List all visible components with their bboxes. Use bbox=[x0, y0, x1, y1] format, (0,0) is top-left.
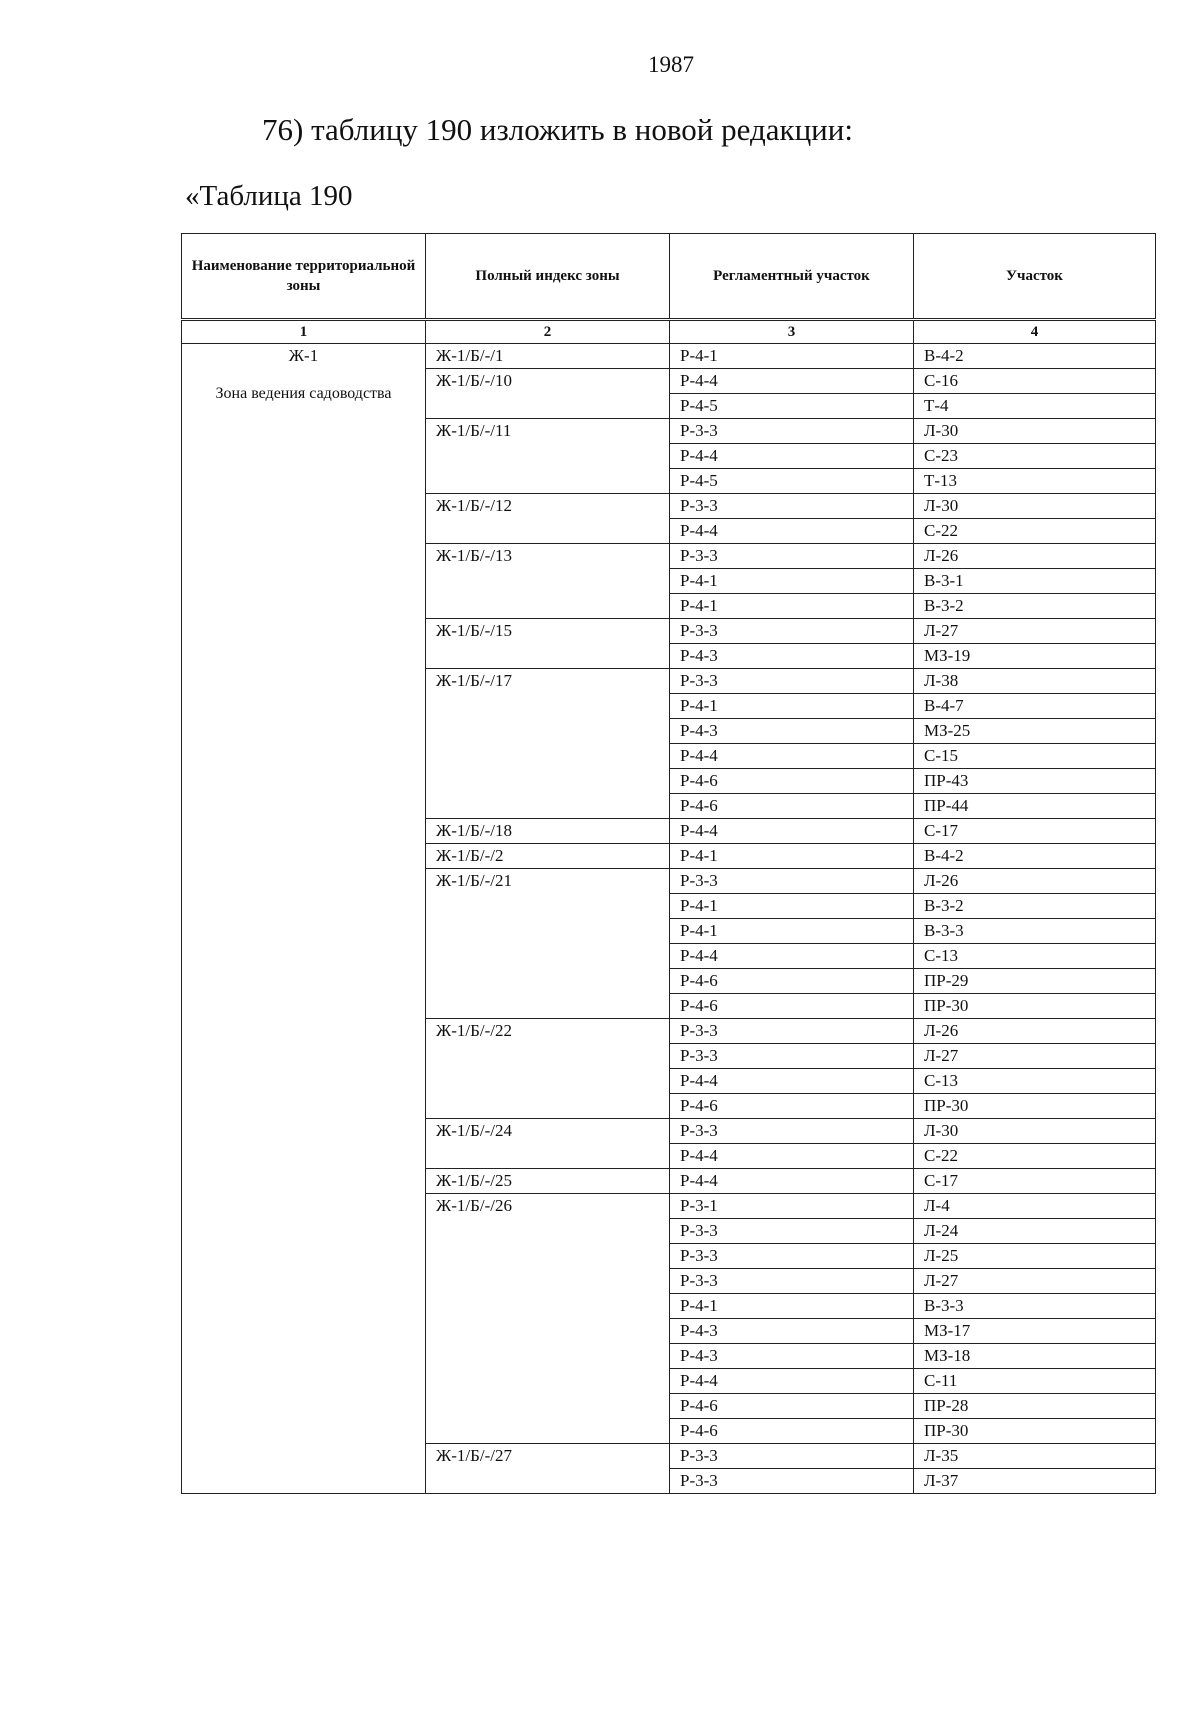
table-header bbox=[182, 234, 1156, 344]
plot-cell: ПР-30 bbox=[914, 1094, 1156, 1119]
regulation-plot-cell: Р-3-3 bbox=[670, 1219, 914, 1244]
regulation-plot-cell: Р-4-6 bbox=[670, 1394, 914, 1419]
plot-cell: Л-27 bbox=[914, 1044, 1156, 1069]
plot-cell: Л-38 bbox=[914, 669, 1156, 694]
regulation-plot-cell: Р-4-1 bbox=[670, 844, 914, 869]
regulation-plot-cell: Р-4-3 bbox=[670, 1344, 914, 1369]
regulation-plot-cell: Р-3-3 bbox=[670, 619, 914, 644]
regulation-plot-cell: Р-4-3 bbox=[670, 1319, 914, 1344]
zone-code: Ж-1 bbox=[288, 346, 319, 365]
header-zone-name: Наименование территориальной зоны bbox=[182, 234, 426, 320]
regulation-plot-cell: Р-4-6 bbox=[670, 1419, 914, 1444]
full-index-cell: Ж-1/Б/-/27 bbox=[426, 1444, 670, 1494]
plot-cell: В-3-3 bbox=[914, 919, 1156, 944]
page-number: 1987 bbox=[648, 52, 694, 77]
regulation-plot-cell: Р-4-1 bbox=[670, 594, 914, 619]
full-index-cell: Ж-1/Б/-/18 bbox=[426, 819, 670, 844]
plot-cell: С-22 bbox=[914, 1144, 1156, 1169]
header-plot: Участок bbox=[914, 234, 1156, 320]
plot-cell: В-4-2 bbox=[914, 844, 1156, 869]
table-row bbox=[182, 344, 1156, 369]
plot-cell: ПР-29 bbox=[914, 969, 1156, 994]
regulation-plot-cell: Р-4-4 bbox=[670, 1369, 914, 1394]
header-regulation-plot: Регламентный участок bbox=[670, 234, 914, 320]
plot-cell: Л-30 bbox=[914, 1119, 1156, 1144]
regulation-plot-cell: Р-3-3 bbox=[670, 1469, 914, 1494]
table-title: «Таблица 190 bbox=[185, 180, 353, 212]
plot-cell: С-13 bbox=[914, 944, 1156, 969]
plot-cell: Л-24 bbox=[914, 1219, 1156, 1244]
plot-cell: С-15 bbox=[914, 744, 1156, 769]
regulation-plot-cell: Р-4-6 bbox=[670, 969, 914, 994]
regulation-plot-cell: Р-3-3 bbox=[670, 1119, 914, 1144]
full-index-cell: Ж-1/Б/-/2 bbox=[426, 844, 670, 869]
plot-cell: С-17 bbox=[914, 1169, 1156, 1194]
plot-cell: Л-26 bbox=[914, 544, 1156, 569]
column-number: 3 bbox=[670, 320, 914, 344]
full-index-cell: Ж-1/Б/-/26 bbox=[426, 1194, 670, 1444]
full-index-cell: Ж-1/Б/-/24 bbox=[426, 1119, 670, 1169]
plot-cell: ПР-30 bbox=[914, 994, 1156, 1019]
zone-name: Зона ведения садоводства bbox=[215, 385, 392, 402]
regulation-plot-cell: Р-4-5 bbox=[670, 469, 914, 494]
regulation-plot-cell: Р-3-3 bbox=[670, 1044, 914, 1069]
regulation-plot-cell: Р-3-3 bbox=[670, 1444, 914, 1469]
plot-cell: С-11 bbox=[914, 1369, 1156, 1394]
plot-cell: Л-26 bbox=[914, 869, 1156, 894]
regulation-plot-cell: Р-3-3 bbox=[670, 544, 914, 569]
plot-cell: ПР-28 bbox=[914, 1394, 1156, 1419]
plot-cell: МЗ-18 bbox=[914, 1344, 1156, 1369]
plot-cell: ПР-44 bbox=[914, 794, 1156, 819]
full-index-cell: Ж-1/Б/-/22 bbox=[426, 1019, 670, 1119]
full-index-cell: Ж-1/Б/-/17 bbox=[426, 669, 670, 819]
zone-table-container bbox=[181, 233, 1155, 1494]
plot-cell: Л-30 bbox=[914, 419, 1156, 444]
plot-cell: Л-26 bbox=[914, 1019, 1156, 1044]
regulation-plot-cell: Р-3-3 bbox=[670, 419, 914, 444]
regulation-plot-cell: Р-4-1 bbox=[670, 569, 914, 594]
full-index-cell: Ж-1/Б/-/11 bbox=[426, 419, 670, 494]
plot-cell: В-3-3 bbox=[914, 1294, 1156, 1319]
column-number-row bbox=[182, 320, 1156, 344]
regulation-plot-cell: Р-3-1 bbox=[670, 1194, 914, 1219]
column-number: 4 bbox=[914, 320, 1156, 344]
plot-cell: С-13 bbox=[914, 1069, 1156, 1094]
plot-cell: С-16 bbox=[914, 369, 1156, 394]
full-index-cell: Ж-1/Б/-/12 bbox=[426, 494, 670, 544]
column-number: 2 bbox=[426, 320, 670, 344]
plot-cell: Т-13 bbox=[914, 469, 1156, 494]
plot-cell: ПР-43 bbox=[914, 769, 1156, 794]
regulation-plot-cell: Р-4-4 bbox=[670, 369, 914, 394]
regulation-plot-cell: Р-4-4 bbox=[670, 744, 914, 769]
full-index-cell: Ж-1/Б/-/10 bbox=[426, 369, 670, 419]
regulation-plot-cell: Р-4-1 bbox=[670, 694, 914, 719]
regulation-plot-cell: Р-4-4 bbox=[670, 819, 914, 844]
plot-cell: С-23 bbox=[914, 444, 1156, 469]
plot-cell: Л-4 bbox=[914, 1194, 1156, 1219]
zone-cell bbox=[182, 344, 426, 1494]
regulation-plot-cell: Р-4-6 bbox=[670, 794, 914, 819]
regulation-plot-cell: Р-4-1 bbox=[670, 919, 914, 944]
header-row bbox=[182, 234, 1156, 320]
full-index-cell: Ж-1/Б/-/15 bbox=[426, 619, 670, 669]
regulation-plot-cell: Р-4-1 bbox=[670, 1294, 914, 1319]
full-index-cell: Ж-1/Б/-/21 bbox=[426, 869, 670, 1019]
regulation-plot-cell: Р-4-5 bbox=[670, 394, 914, 419]
zone-table bbox=[181, 233, 1156, 1494]
full-index-cell: Ж-1/Б/-/13 bbox=[426, 544, 670, 619]
plot-cell: В-4-2 bbox=[914, 344, 1156, 369]
plot-cell: Т-4 bbox=[914, 394, 1156, 419]
full-index-cell: Ж-1/Б/-/25 bbox=[426, 1169, 670, 1194]
plot-cell: Л-27 bbox=[914, 1269, 1156, 1294]
plot-cell: В-4-7 bbox=[914, 694, 1156, 719]
regulation-plot-cell: Р-3-3 bbox=[670, 1019, 914, 1044]
column-number: 1 bbox=[182, 320, 426, 344]
regulation-plot-cell: Р-4-4 bbox=[670, 444, 914, 469]
regulation-plot-cell: Р-4-6 bbox=[670, 769, 914, 794]
table-body bbox=[182, 344, 1156, 1494]
regulation-plot-cell: Р-4-3 bbox=[670, 719, 914, 744]
plot-cell: Л-25 bbox=[914, 1244, 1156, 1269]
regulation-plot-cell: Р-4-6 bbox=[670, 994, 914, 1019]
plot-cell: В-3-2 bbox=[914, 594, 1156, 619]
regulation-plot-cell: Р-4-1 bbox=[670, 344, 914, 369]
plot-cell: Л-27 bbox=[914, 619, 1156, 644]
regulation-plot-cell: Р-3-3 bbox=[670, 869, 914, 894]
regulation-plot-cell: Р-3-3 bbox=[670, 1244, 914, 1269]
plot-cell: МЗ-17 bbox=[914, 1319, 1156, 1344]
regulation-plot-cell: Р-4-4 bbox=[670, 1169, 914, 1194]
plot-cell: Л-35 bbox=[914, 1444, 1156, 1469]
header-full-index: Полный индекс зоны bbox=[426, 234, 670, 320]
plot-cell: С-22 bbox=[914, 519, 1156, 544]
regulation-plot-cell: Р-4-4 bbox=[670, 1069, 914, 1094]
instruction-text: 76) таблицу 190 изложить в новой редакции: bbox=[262, 112, 853, 147]
plot-cell: МЗ-19 bbox=[914, 644, 1156, 669]
plot-cell: ПР-30 bbox=[914, 1419, 1156, 1444]
regulation-plot-cell: Р-4-1 bbox=[670, 894, 914, 919]
regulation-plot-cell: Р-4-4 bbox=[670, 519, 914, 544]
regulation-plot-cell: Р-4-4 bbox=[670, 1144, 914, 1169]
plot-cell: Л-30 bbox=[914, 494, 1156, 519]
plot-cell: Л-37 bbox=[914, 1469, 1156, 1494]
plot-cell: В-3-2 bbox=[914, 894, 1156, 919]
regulation-plot-cell: Р-3-3 bbox=[670, 1269, 914, 1294]
regulation-plot-cell: Р-4-6 bbox=[670, 1094, 914, 1119]
plot-cell: МЗ-25 bbox=[914, 719, 1156, 744]
full-index-cell: Ж-1/Б/-/1 bbox=[426, 344, 670, 369]
regulation-plot-cell: Р-4-4 bbox=[670, 944, 914, 969]
regulation-plot-cell: Р-3-3 bbox=[670, 669, 914, 694]
plot-cell: В-3-1 bbox=[914, 569, 1156, 594]
regulation-plot-cell: Р-4-3 bbox=[670, 644, 914, 669]
plot-cell: С-17 bbox=[914, 819, 1156, 844]
regulation-plot-cell: Р-3-3 bbox=[670, 494, 914, 519]
